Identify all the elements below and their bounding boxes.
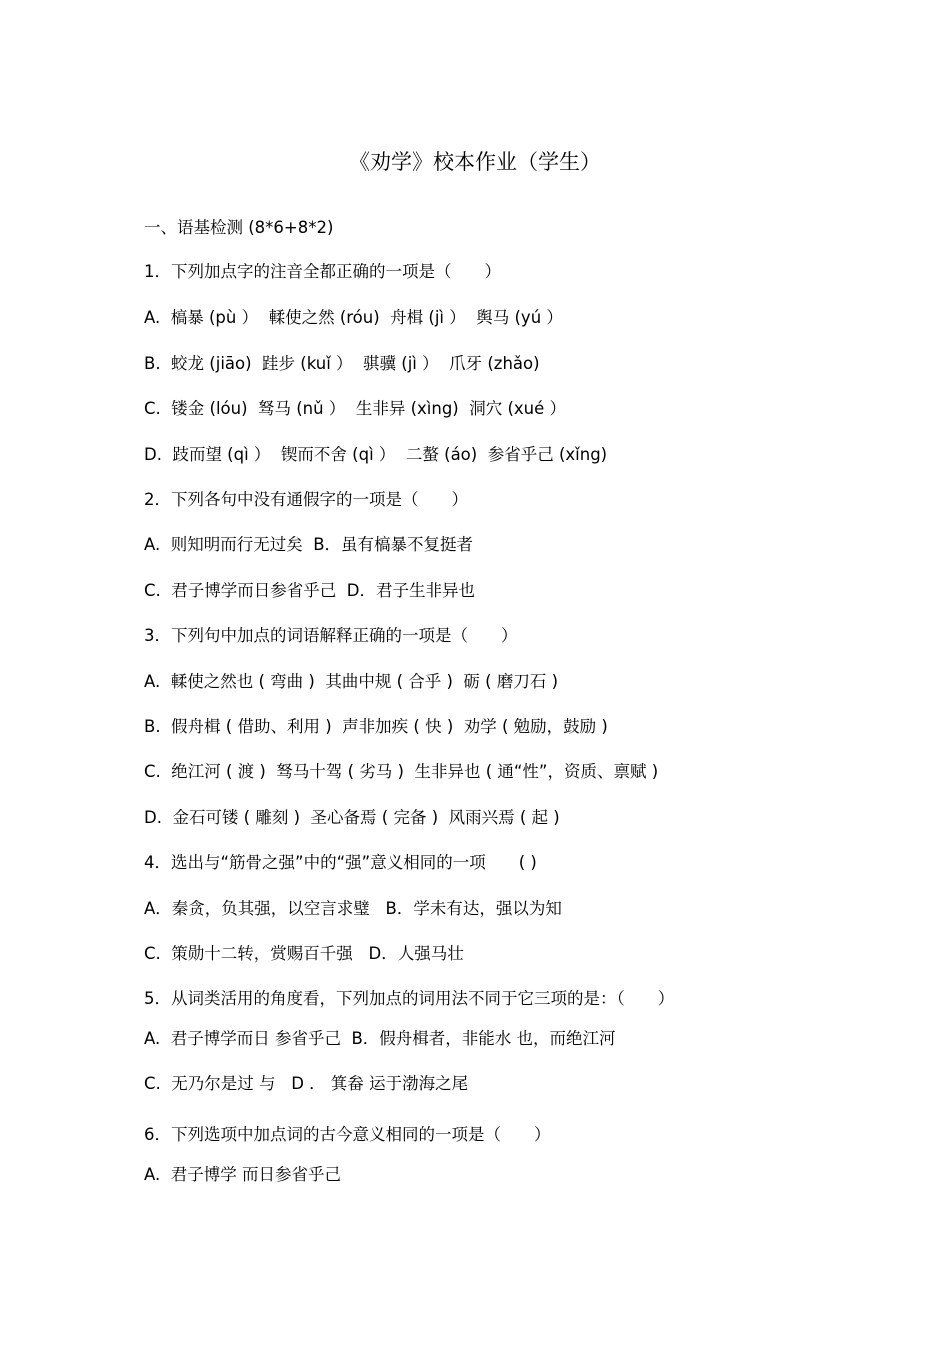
question-4-options-ab: A．秦贪，负其强，以空言求璧 B．学未有达，强以为知 — [144, 899, 562, 918]
page-title: 《劝学》校本作业（学生） — [349, 150, 601, 174]
question-3-option-d: D. 金石可镂 ( 雕刻 ) 圣心备焉 ( 完备 ) 风雨兴焉 ( 起 ) — [144, 808, 560, 827]
question-1: 1．下列加点字的注音全都正确的一项是（ ） — [144, 262, 501, 281]
question-5-options-ab: A. 君子博学而日 参省乎己 B．假舟楫者，非能水 也，而绝江河 — [144, 1029, 616, 1048]
question-1-option-c: C. 镂金 (lóu) 驽马 (nǔ ） 生非异 (xìng) 洞穴 (xué ） — [144, 399, 567, 418]
question-5: 5．从词类活用的角度看，下列加点的词用法不同于它三项的是：（ ） — [144, 989, 675, 1008]
question-4: 4．选出与“筋骨之强”中的“强”意义相同的一项 ( ) — [144, 853, 537, 872]
question-2: 2．下列各句中没有通假字的一项是（ ） — [144, 490, 468, 509]
question-2-options-cd: C. 君子博学而日参省乎己 D．君子生非异也 — [144, 581, 475, 600]
question-6: 6．下列选项中加点词的古今意义相同的一项是（ ） — [144, 1125, 551, 1144]
question-1-option-a: A. 槁暴 (pù ） 輮使之然 (róu) 舟楫 (jì ） 舆马 (yú ） — [144, 308, 563, 327]
question-3-option-c: C. 绝江河 ( 渡 ) 驽马十驾 ( 劣马 ) 生非异也 ( 通“性”，资质、禀赋 ) — [144, 762, 659, 781]
question-3-option-b: B. 假舟楫 ( 借助、利用 ) 声非加疾 ( 快 ) 劝学 ( 勉励，鼓励 ) — [144, 717, 608, 736]
question-4-options-cd: C. 策勋十二转，赏赐百千强 D．人强马壮 — [144, 944, 464, 963]
question-6-option-a: A. 君子博学 而日参省乎己 — [144, 1165, 341, 1184]
question-3-option-a: A. 輮使之然也 ( 弯曲 ) 其曲中规 ( 合乎 ) 砺 ( 磨刀石 ) — [144, 672, 559, 691]
question-5-options-cd: C. 无乃尔是过 与 D ． 箕畚 运于渤海之尾 — [144, 1074, 469, 1093]
question-1-option-d: D. 跂而望 (qì ） 锲而不舍 (qì ） 二螯 (áo) 参省乎己 (xǐng) — [144, 445, 608, 464]
section-heading: 一、语基检测 (8*6+8*2) — [144, 218, 334, 237]
question-2-options-ab: A. 则知明而行无过矣 B．虽有槁暴不复挺者 — [144, 535, 474, 554]
question-3: 3．下列句中加点的词语解释正确的一项是（ ） — [144, 626, 518, 645]
question-1-option-b: B. 蛟龙 (jiāo) 跬步 (kuǐ ） 骐骥 (jì ） 爪牙 (zhǎo) — [144, 354, 540, 373]
